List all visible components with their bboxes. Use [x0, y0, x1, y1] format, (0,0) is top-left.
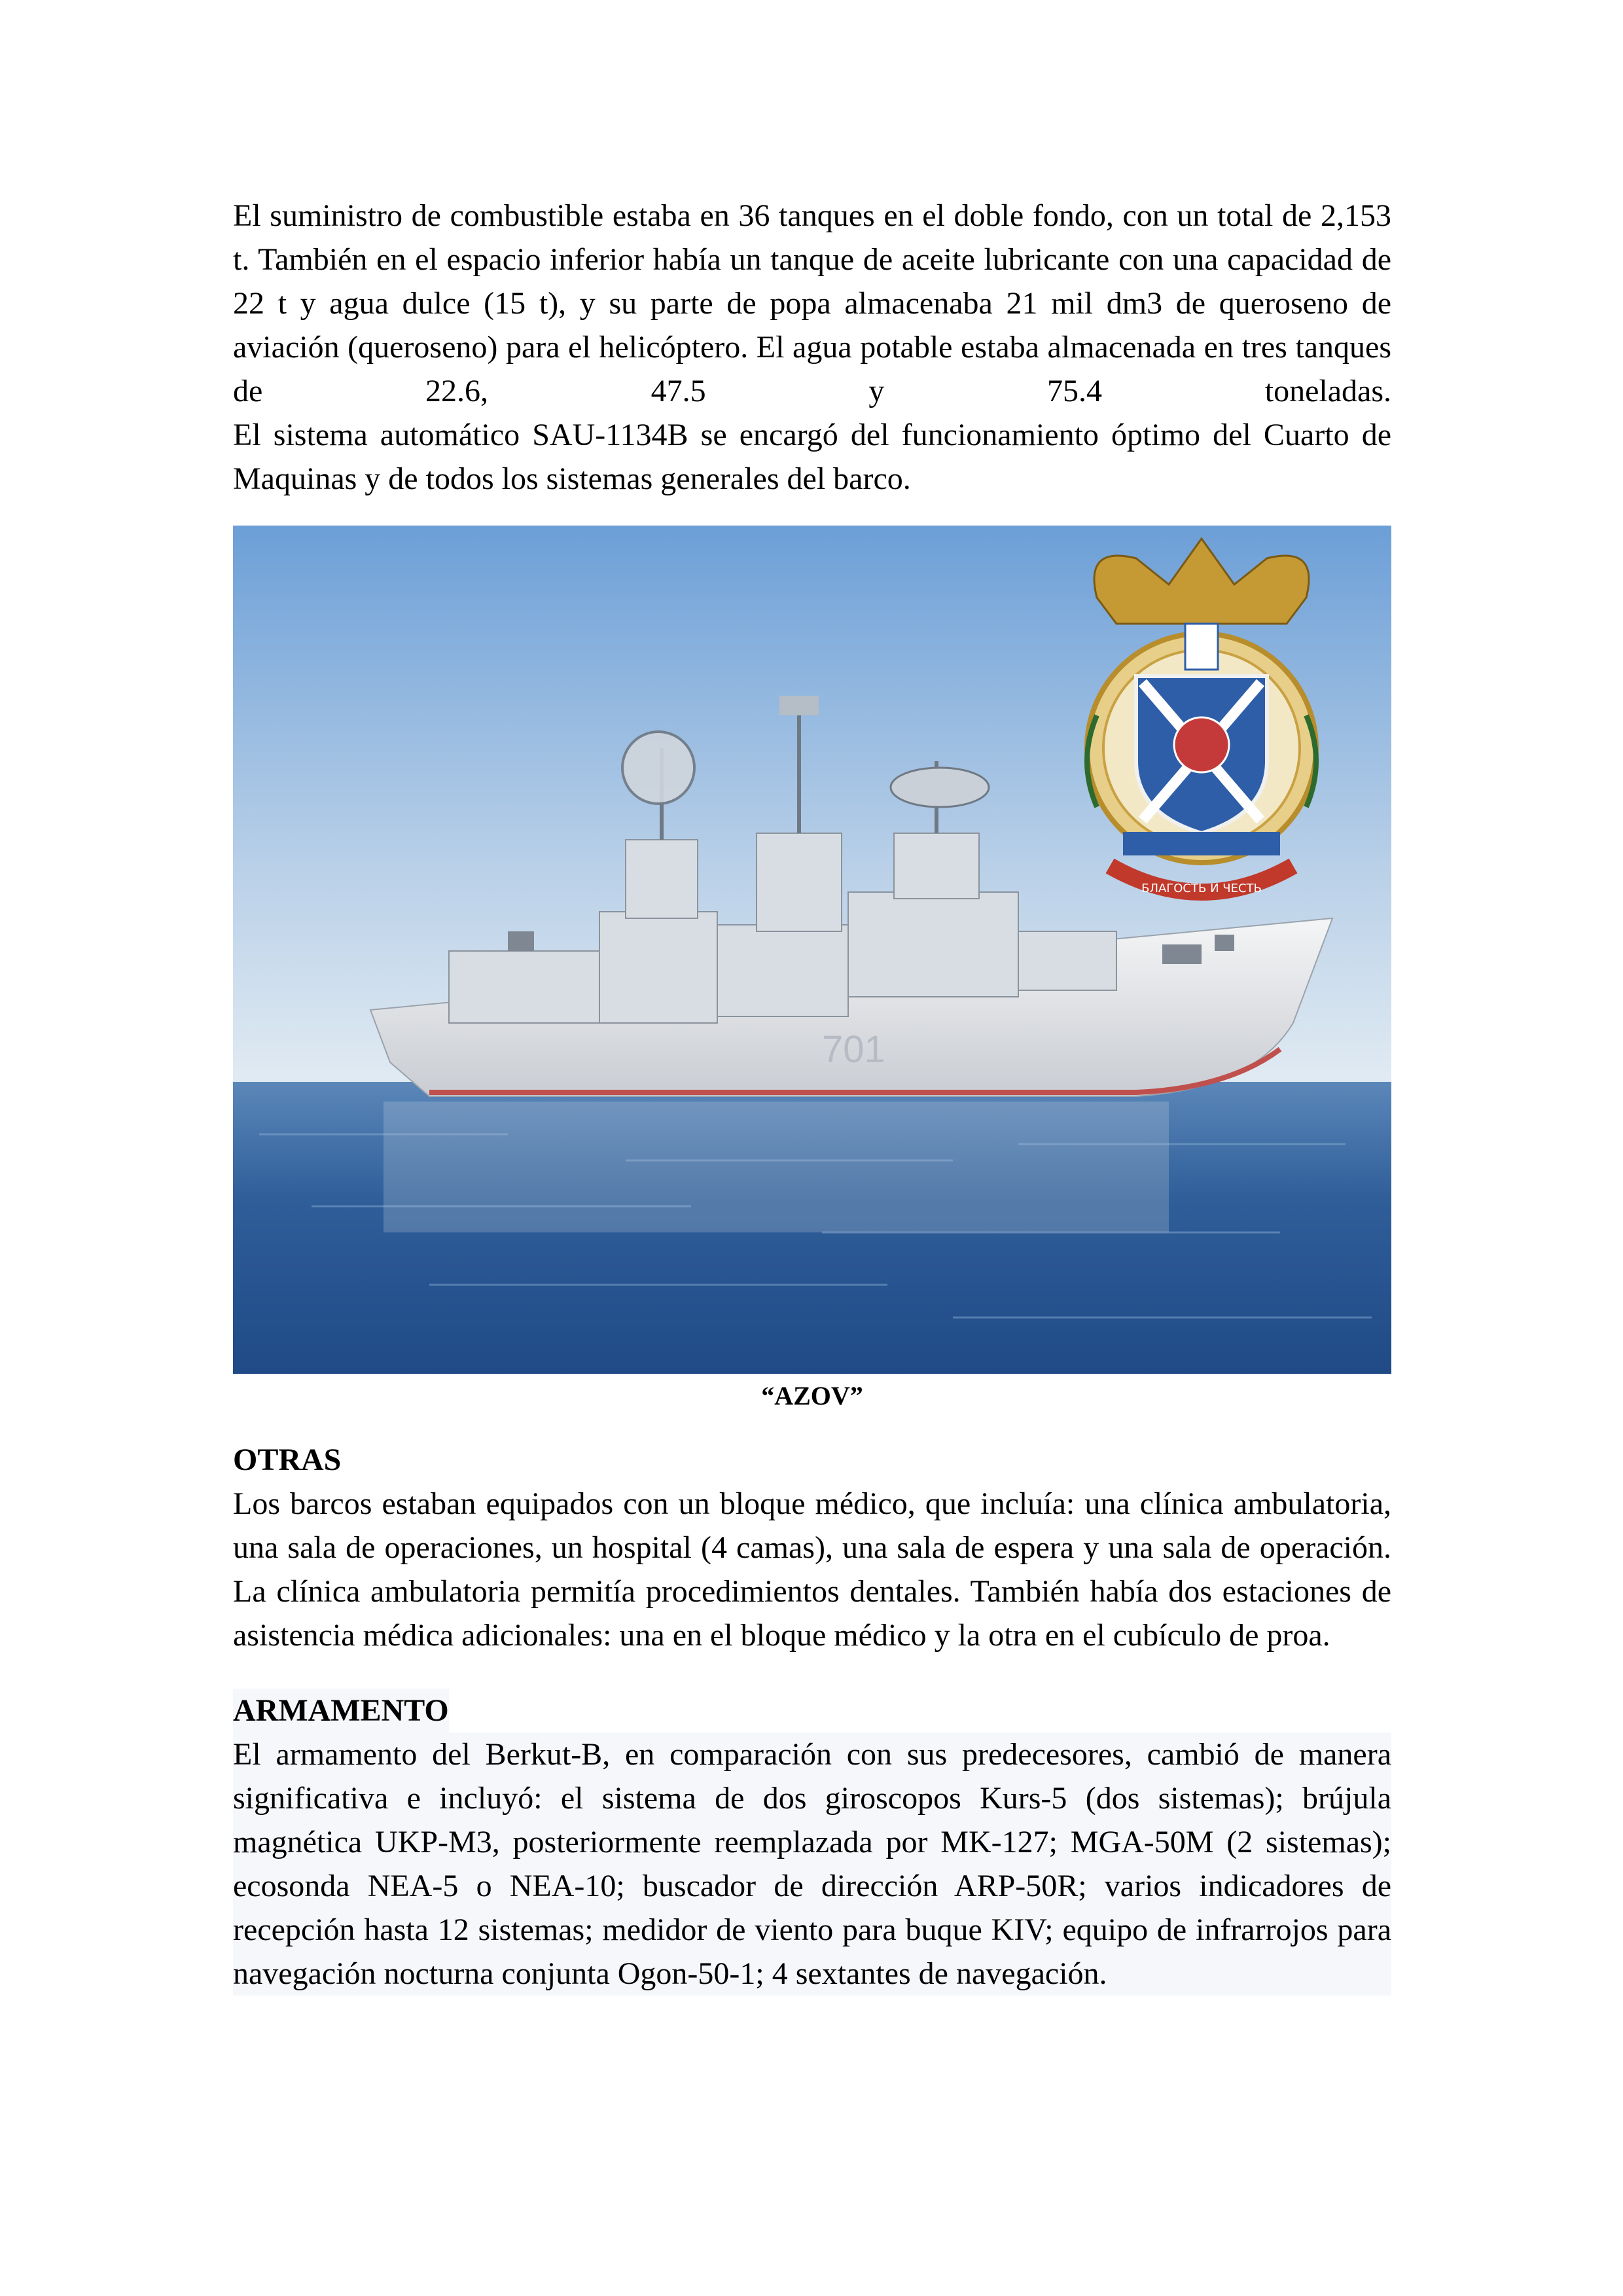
ship-photo [233, 526, 1391, 1374]
ship-photo-illustration [233, 526, 1391, 1374]
section-armamento [233, 1689, 1391, 1996]
document-page [233, 194, 1391, 1996]
intro-paragraph: El suministro de combustible estaba en 36 tanques en el doble fondo, con un total de 2,153 t. También en el espacio inferior había un tanque de aceite lubricante con una capacidad de 22 t y agua dulce (15 t), y su parte de popa almacenaba 21 mil dm3 de queroseno de aviación (queroseno) para el helicóptero. El agua potable estaba almacenada en tres tanques de 22.6, 47.5 y 75.4 toneladas. [233, 198, 1391, 408]
heading-otras: OTRAS [233, 1443, 342, 1477]
section-otras [233, 1438, 1391, 1657]
emblem-motto: БЛАГОСТЬ И ЧЕСТЬ [1141, 882, 1262, 895]
intro-paragraph-2: El sistema automático SAU-1134B se encargó del funcionamiento óptimo del Cuarto de Maquinas y de todos los sistemas generales del barco. [233, 418, 1391, 496]
heading-armamento: ARMAMENTO [233, 1689, 449, 1732]
armamento-paragraph: El armamento del Berkut-B, en comparación con sus predecesores, cambió de manera significativa e incluyó: el sistema de dos giroscopos Kurs-5 (dos sistemas); brújula magnética UKP-M3, posteriormente reemplazada por MK-127; MGA-50M (2 sistemas); ecosonda NEA-5 o NEA-10; buscador de dirección ARP-50R; varios indicadores de recepción hasta 12 sistemas; medidor de viento para buque KIV; equipo de infrarrojos para navegación nocturna conjunta Ogon-50-1; 4 sextantes de navegación. [233, 1732, 1391, 1996]
hull-number: 701 [822, 1028, 885, 1071]
figure-caption: “AZOV” [761, 1381, 863, 1410]
otras-paragraph: Los barcos estaban equipados con un bloque médico, que incluía: una clínica ambulatoria, una sala de operaciones, un hospital (4 camas), una sala de espera y una sala de operación. La clínica ambulatoria permitía procedimientos dentales. También había dos estaciones de asistencia médica adicionales: una en el bloque médico y la otra en el cubículo de proa. [233, 1486, 1391, 1653]
